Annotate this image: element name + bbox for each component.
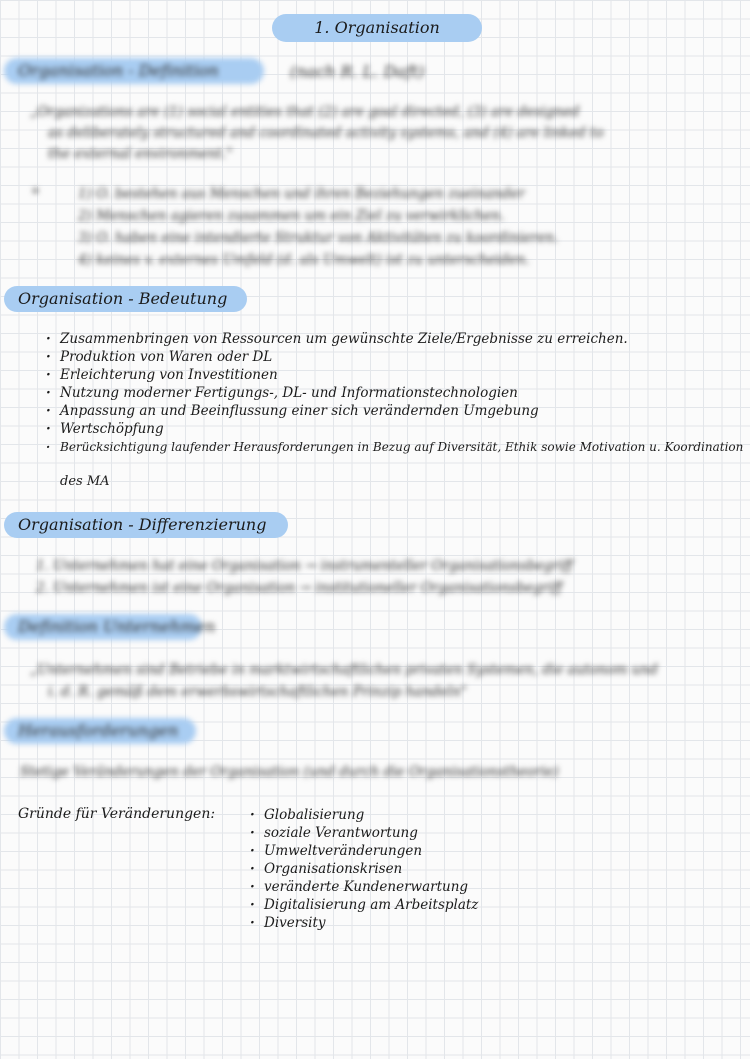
definition-point-2: 2) Menschen agieren zusammen um ein Ziel zu verwirklichen.: [78, 208, 505, 224]
differenzierung-item-2: 2. Unternehmen ist eine Organisation → institutioneller Organisationsbegriff: [36, 580, 563, 596]
list-item: · Produktion von Waren oder DL: [46, 348, 743, 366]
star-icon: *: [32, 186, 39, 202]
list-item: · Nutzung moderner Fertigungs-, DL- und Informationstechnologien: [46, 384, 743, 402]
list-item: · Digitalisierung am Arbeitsplatz: [250, 896, 478, 914]
definition-point-3: 3) O. haben eine intendierte Struktur von Aktivitäten zu koordinieren.: [78, 230, 559, 246]
differenzierung-heading: Organisation - Differenzierung: [4, 512, 288, 538]
list-item: · Berücksichtigung laufender Herausforderungen in Bezug auf Diversität, Ethik sowie Motivation u. Koordination: [46, 438, 743, 456]
herausforderungen-heading: Herausforderungen: [4, 718, 196, 744]
definition-source: (nach R. L. Daft): [290, 62, 425, 81]
list-item: · veränderte Kundenerwartung: [250, 878, 478, 896]
bedeutung-heading: Organisation - Bedeutung: [4, 286, 247, 312]
reasons-list: [250, 806, 478, 932]
list-item: · Wertschöpfung: [46, 420, 743, 438]
definition-point-4: 4) keines v. externes Umfeld (d. als Umwelt) ist zu unterscheiden.: [78, 252, 530, 268]
unternehmen-heading: Definition Unternehmen: [4, 614, 202, 640]
list-item: · Anpassung an und Beeinflussung einer sich verändernden Umgebung: [46, 402, 743, 420]
definition-quote-line-2: as deliberately structured and coordinated activity systems, and (4) are linked to: [48, 125, 604, 141]
list-item: · Diversity: [250, 914, 478, 932]
bedeutung-list: [46, 330, 743, 456]
list-item: · Globalisierung: [250, 806, 478, 824]
page-title: 1. Organisation: [272, 14, 482, 42]
definition-quote-line-3: the external environment.": [48, 146, 233, 162]
herausforderungen-text: Stetige Veränderungen der Organisation (und durch die Organisationstheorie): [20, 764, 559, 780]
bedeutung-continuation: des MA: [60, 474, 110, 489]
definition-heading: Organisation - Definition: [4, 58, 264, 84]
reasons-label: Gründe für Veränderungen:: [18, 806, 216, 822]
list-item: · Zusammenbringen von Ressourcen um gewünschte Ziele/Ergebnisse zu erreichen.: [46, 330, 743, 348]
definition-point-1: 1) O. bestehen aus Menschen und ihren Beziehungen zueinander: [78, 186, 525, 202]
definition-quote-line-1: „Organizations are (1) social entities that (2) are goal directed, (3) are designed: [30, 104, 580, 120]
list-item: · Erleichterung von Investitionen: [46, 366, 743, 384]
differenzierung-item-1: 1. Unternehmen hat eine Organisation → instrumenteller Organisationsbegriff: [36, 558, 573, 574]
unternehmen-text-line-2: i. d. R. gemäß dem erwerbswirtschaftlichen Prinzip handeln": [48, 684, 467, 700]
list-item: · Organisationskrisen: [250, 860, 478, 878]
unternehmen-text-line-1: „Unternehmen sind Betriebe in marktwirtschaftlichen privaten Systemen, die autonom und: [30, 662, 658, 678]
list-item: · Umweltveränderungen: [250, 842, 478, 860]
list-item: · soziale Verantwortung: [250, 824, 478, 842]
